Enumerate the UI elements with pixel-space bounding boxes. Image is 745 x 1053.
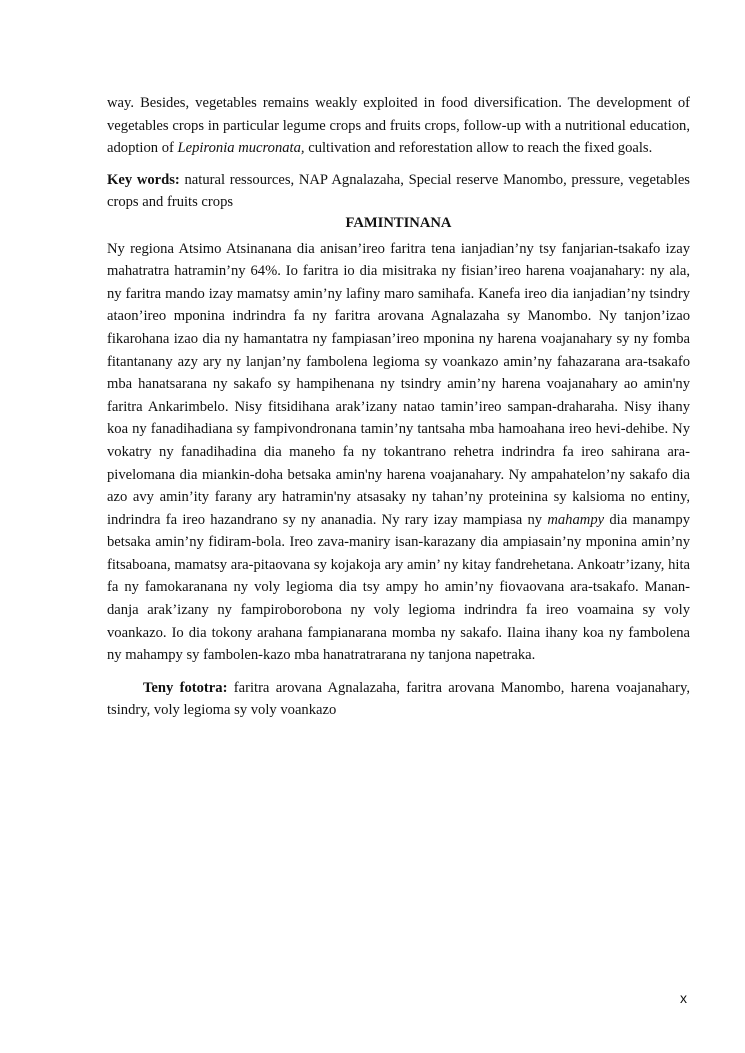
abstract-text-part2: cultivation and reforestation allow to reach the fixed goals. xyxy=(304,140,653,157)
species-name: Lepironia mucronata, xyxy=(177,140,305,157)
famintinana-paragraph xyxy=(107,238,690,667)
famintinana-text-part1: Ny regiona Atsimo Atsinanana dia anisan’ireo faritra tena ianjadian’ny tsy fanjarian-tsakafo izay mahatratra hatramin’ny 64%. Io faritra io dia misitraka ny fisian’ireo harena voajanahary: ny ala, ny faritra mando izay mamatsy amin’ny lafiny maro samihafa. Kanefa ireo dia ianjadian’ny tsindry ataon’ireo mponina indrindra fa ny faritra arovana Agnalazaha sy Manombo. Ny tanjon’izao fikarohana izao dia ny hamantatra ny fampiasan’ireo mponina ny harena voajanahary sy ny fomba fitantanany azy ary ny lanjan’ny fambolena legioma sy voankazo amin’ny fahazarana ara-tsakafo mba hanatsarana ny sakafo sy hampihenana ny tsindry amin’ny harena voajanahary ao amin'ny faritra Ankarimbelo. Nisy fitsidihana arak’izany natao tamin’ireo sampan-draharaha. Nisy ihany koa ny fanadihadiana sy fampivondronana tamin’ny tantsaha mba hamoahana ireo hevi-dehibe. Ny vokatry ny fanadihadina dia maneho fa ny tokantrano rehetra indrindra fa ireo sahirana ara-pivelomana dia miankin-doha betsaka amin'ny harena voajanahary. Ny ampahatelon’ny sakafo dia azo avy amin’ity farany ary hatramin'ny atsasaky ny tahan’ny proteinina sy kalsioma no entiny, indrindra fa ireo hazandrano sy ny ananadia. Ny rary izay mampiasa ny xyxy=(107,240,690,528)
mahampy-term: mahampy xyxy=(547,511,605,528)
abstract-ending-paragraph xyxy=(107,92,690,160)
famintinana-title: FAMINTINANA xyxy=(345,214,452,231)
keywords-label: Key words: xyxy=(107,171,180,188)
abstract-text-part1: way. Besides, vegetables remains weakly exploited in food diversification. The development of vegetables crops in particular legume crops and fruits crops, follow-up with a nutritional education, adoption of xyxy=(107,95,690,157)
famintinana-text-part2: dia manampy betsaka amin’ny fidiram-bola. Ireo zava-maniry isan-karazany dia ampiasain’ny mponina amin’ny fitsaboana, mamatsy ara-pitaovana sy kojakoja ary amin’ ny kitay fandrehetana. Ankoatr’izany, hita fa ny famokaranana ny voly legioma dia tsy ampy ho amin’ny fiovaovana ara-tsakafo. Manan-danja arak’izany ny fampiroborobona ny voly legioma indrindra fa ireo voamaina sy voly voankazo. Io dia tokony arahana fampianarana momba ny sakafo. Ilaina ihany koa ny fambolena ny mahampy sy fambolen-kazo mba hanatratrarana ny tanjona napetraka. xyxy=(107,511,690,664)
page-number: x xyxy=(680,990,687,1006)
keywords-text: natural ressources, NAP Agnalazaha, Special reserve Manombo, pressure, vegetables crops and fruits crops xyxy=(107,171,690,211)
teny-fototra-label: Teny fototra: xyxy=(143,679,228,696)
teny-fototra-paragraph xyxy=(107,677,690,722)
keywords-paragraph xyxy=(107,169,690,214)
teny-fototra-text: faritra arovana Agnalazaha, faritra arovana Manombo, harena voajanahary, tsindry, voly legioma sy voly voankazo xyxy=(107,679,690,719)
page-content xyxy=(107,92,690,722)
